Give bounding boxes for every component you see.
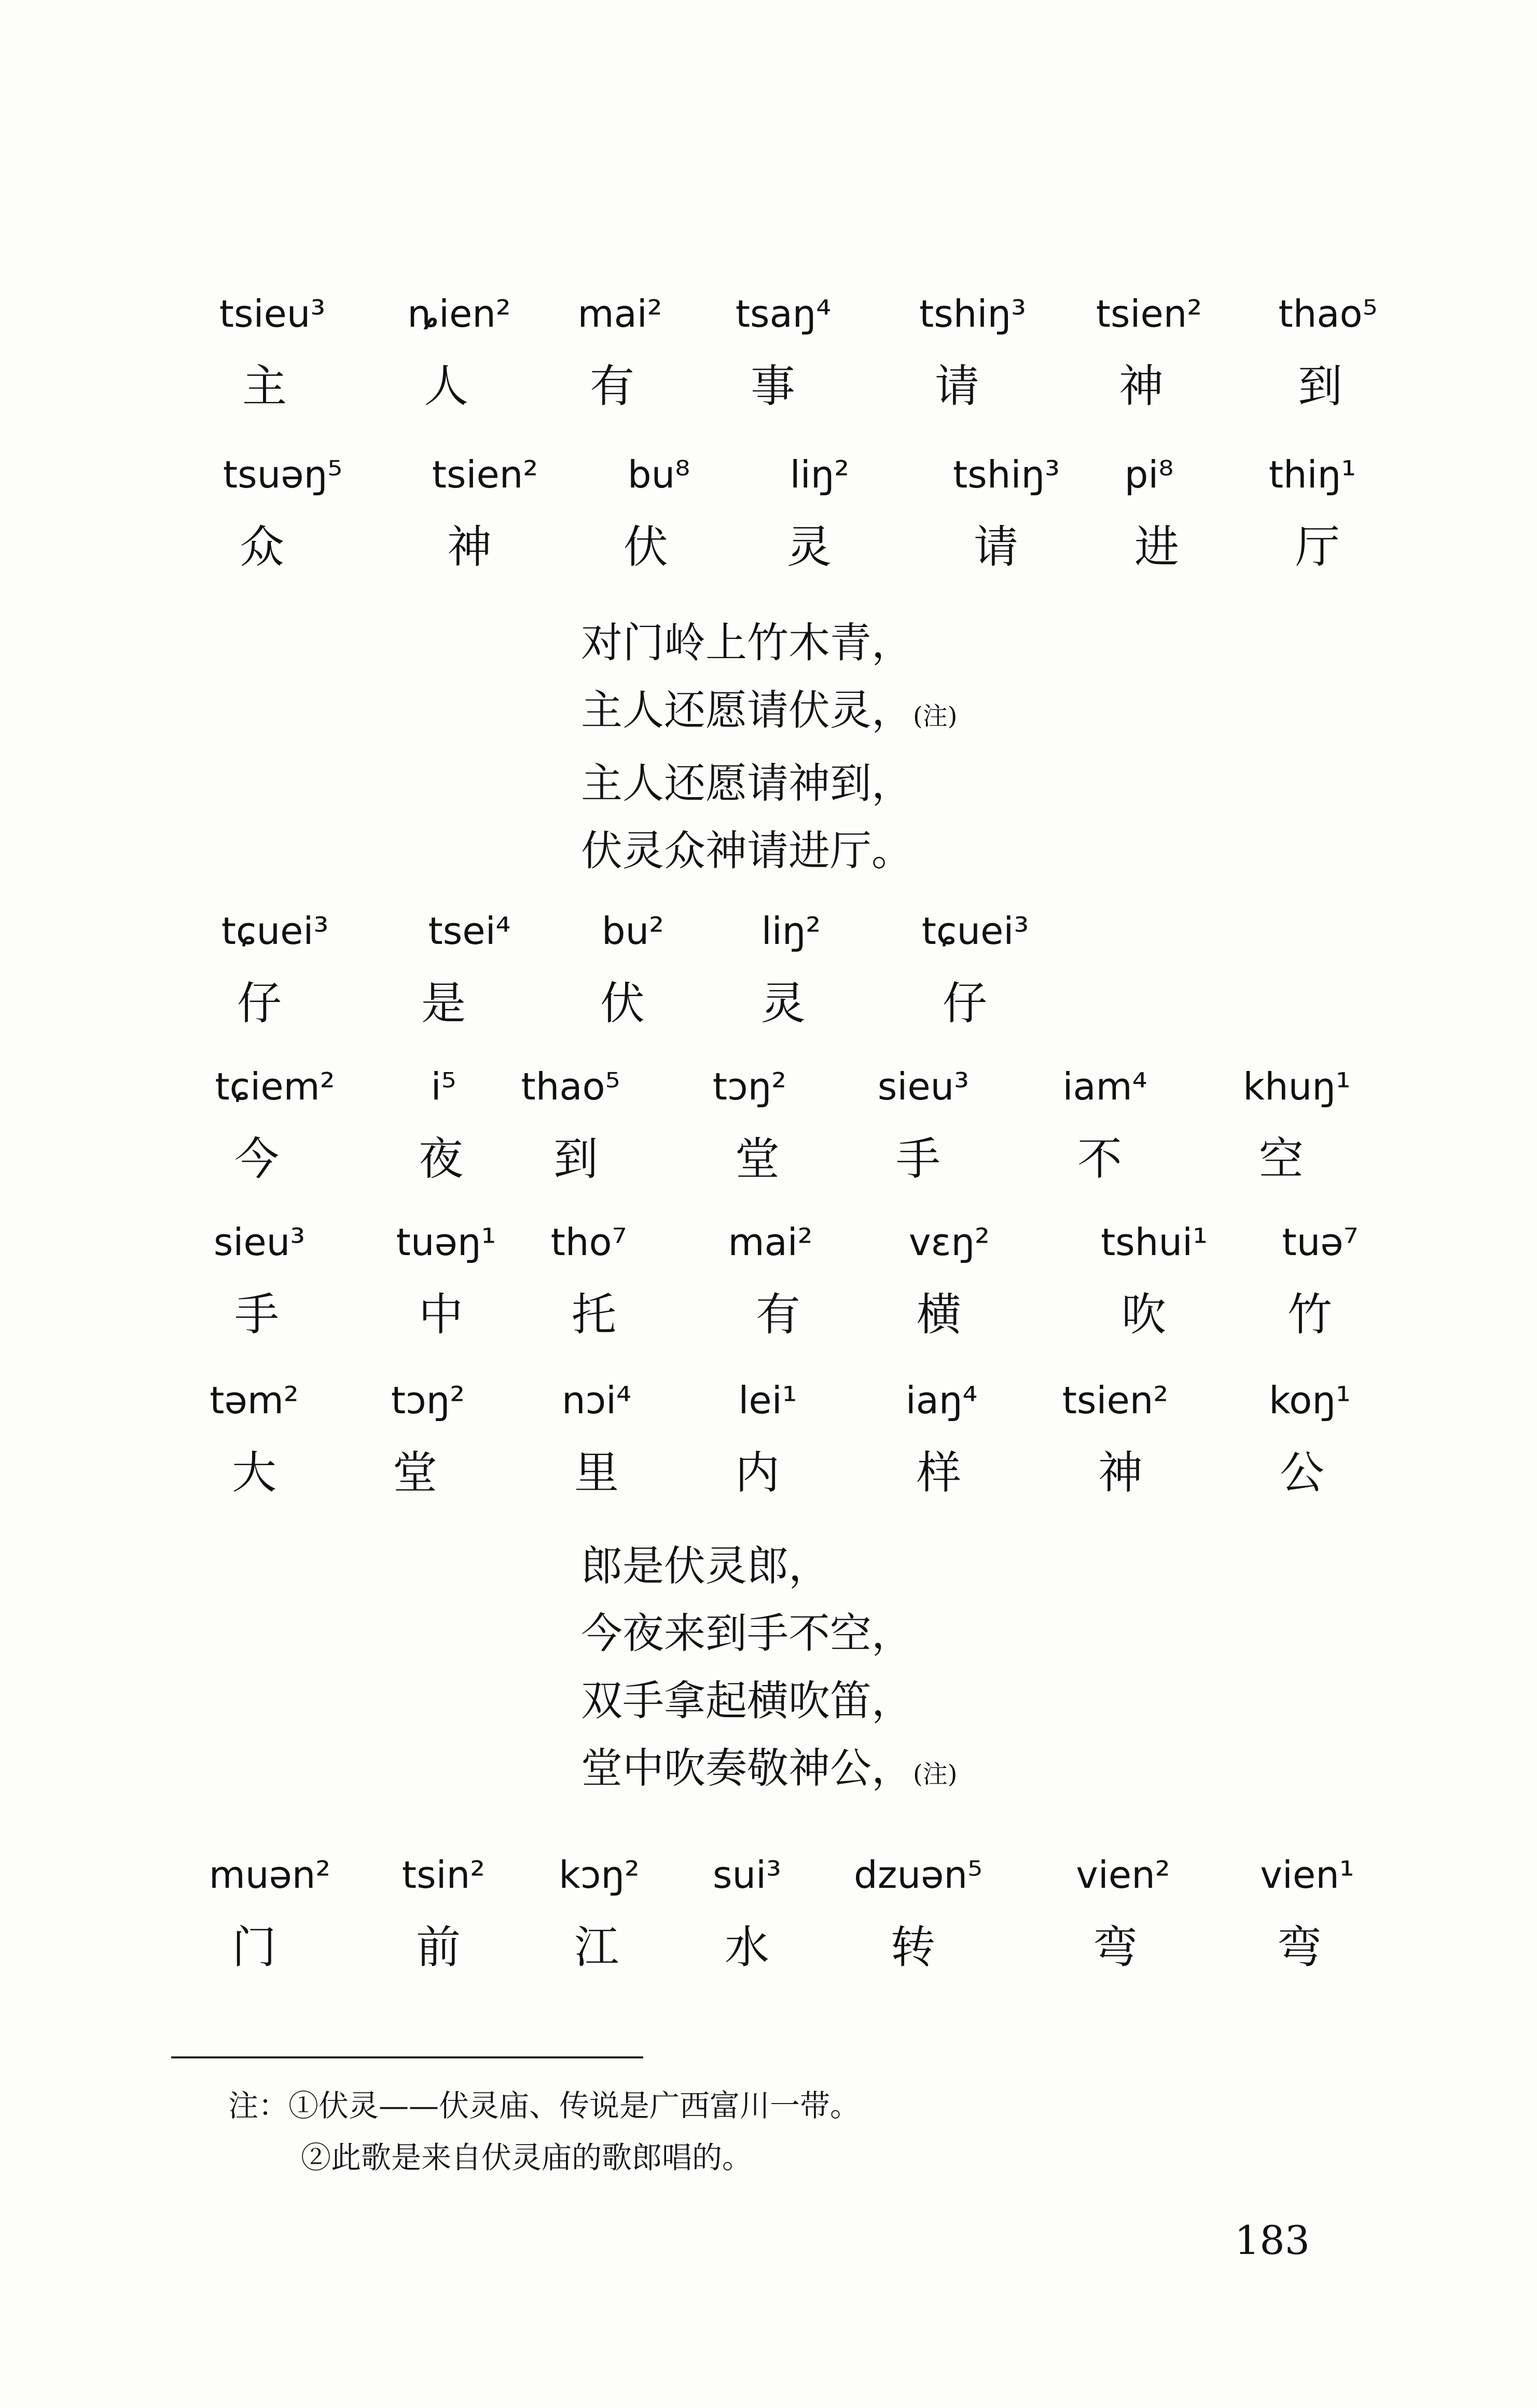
syllable: muən² <box>209 1853 331 1897</box>
character: 有 <box>756 1289 800 1341</box>
syllable: sieu³ <box>877 1065 970 1108</box>
character: 托 <box>572 1289 616 1341</box>
character: 人 <box>424 360 468 412</box>
syllable: tɕuei³ <box>221 909 329 953</box>
character: 仔 <box>237 978 282 1029</box>
character-row <box>0 975 1537 1048</box>
character-row <box>0 1444 1537 1517</box>
syllable: tho⁷ <box>550 1220 627 1264</box>
character: 江 <box>574 1922 619 1973</box>
syllable: ȵien² <box>407 292 511 336</box>
character: 手 <box>234 1289 279 1341</box>
syllable: koŋ¹ <box>1269 1379 1351 1422</box>
syllable: tshiŋ³ <box>953 453 1060 496</box>
syllable: tsei⁴ <box>428 909 511 953</box>
character-row <box>0 358 1537 430</box>
syllable: tɕiem² <box>215 1065 335 1108</box>
chinese-translation-stanza-1 <box>581 609 1255 885</box>
romanization-row <box>0 1849 1537 1922</box>
character: 水 <box>725 1922 769 1973</box>
romanization-row <box>0 1374 1537 1447</box>
character-row <box>0 1919 1537 1992</box>
translation-line: 主人还愿请伏灵，(注) <box>581 686 958 734</box>
note-mark: (注) <box>913 702 958 731</box>
romanization-row <box>0 288 1537 360</box>
chinese-translation-stanza-2 <box>581 1533 1255 1808</box>
syllable: iam⁴ <box>1062 1065 1147 1108</box>
syllable: liŋ² <box>790 453 850 496</box>
syllable: khuŋ¹ <box>1243 1065 1351 1108</box>
character: 有 <box>590 360 634 412</box>
character: 转 <box>891 1922 935 1973</box>
translation-line: 伏灵众神请进厅。 <box>581 827 913 875</box>
romanization-row <box>0 1061 1537 1133</box>
character: 到 <box>1298 360 1342 412</box>
syllable: kɔŋ² <box>559 1853 640 1897</box>
character: 是 <box>421 978 466 1029</box>
character: 进 <box>1134 521 1179 573</box>
syllable: tsien² <box>1062 1379 1169 1422</box>
character: 堂 <box>393 1447 437 1499</box>
romanization-row <box>0 905 1537 978</box>
character: 手 <box>896 1133 940 1185</box>
syllable: tɕuei³ <box>921 909 1029 953</box>
syllable: mai² <box>728 1220 813 1264</box>
character: 伏 <box>624 521 668 573</box>
syllable: tɔŋ² <box>391 1379 465 1422</box>
translation-line: 对门岭上竹木青， <box>581 619 913 667</box>
syllable: vɛŋ² <box>908 1220 990 1264</box>
syllable: nɔi⁴ <box>561 1379 632 1422</box>
syllable: tshiŋ³ <box>919 292 1026 336</box>
character: 弯 <box>1093 1922 1138 1973</box>
syllable: bu⁸ <box>627 453 690 496</box>
character: 夜 <box>419 1133 463 1185</box>
character: 竹 <box>1287 1289 1332 1341</box>
syllable: tsin² <box>401 1853 486 1897</box>
romanization-row <box>0 449 1537 521</box>
translation-line: 双手拿起横吹笛， <box>581 1677 913 1725</box>
character: 灵 <box>761 978 806 1029</box>
syllable: tshui¹ <box>1101 1220 1208 1264</box>
character: 弯 <box>1277 1922 1322 1973</box>
character: 中 <box>419 1289 463 1341</box>
page-number: 183 <box>1235 2217 1310 2263</box>
character: 神 <box>1119 360 1164 412</box>
syllable: thao⁵ <box>521 1065 620 1108</box>
character: 内 <box>735 1447 780 1499</box>
translation-line: 今夜来到手不空， <box>581 1609 913 1658</box>
character: 里 <box>574 1447 619 1499</box>
syllable: tsien² <box>432 453 538 496</box>
character: 不 <box>1077 1133 1122 1185</box>
syllable: tuə⁷ <box>1282 1220 1359 1264</box>
translation-line: 堂中吹奏敬神公，(注) <box>581 1744 958 1792</box>
character-row <box>0 1131 1537 1203</box>
character: 众 <box>240 521 284 573</box>
character: 样 <box>917 1447 961 1499</box>
footnote-label: 注： <box>228 2088 289 2123</box>
syllable: pi⁸ <box>1124 453 1174 496</box>
syllable: lei¹ <box>738 1379 797 1422</box>
translation-line: 郎是伏灵郎， <box>581 1542 830 1590</box>
character: 主 <box>242 360 287 412</box>
syllable: vien¹ <box>1260 1853 1354 1897</box>
character: 神 <box>1098 1447 1143 1499</box>
syllable: tsien² <box>1096 292 1202 336</box>
syllable: bu² <box>601 909 664 953</box>
note-mark: (注) <box>913 1760 958 1789</box>
character: 吹 <box>1121 1289 1166 1341</box>
romanization-row <box>0 1216 1537 1289</box>
syllable: tsuəŋ⁵ <box>223 453 343 496</box>
syllable: vien² <box>1076 1853 1170 1897</box>
syllable: təm² <box>210 1379 299 1422</box>
footnote-divider <box>171 2056 643 2058</box>
syllable: tsaŋ⁴ <box>735 292 832 336</box>
character: 门 <box>232 1922 276 1973</box>
character: 大 <box>232 1447 276 1499</box>
character: 堂 <box>735 1133 780 1185</box>
character: 公 <box>1280 1447 1324 1499</box>
syllable: tuəŋ¹ <box>396 1220 496 1264</box>
syllable: thiŋ¹ <box>1268 453 1356 496</box>
translation-line: 主人还愿请神到， <box>581 759 913 808</box>
syllable: sui³ <box>712 1853 782 1897</box>
syllable: liŋ² <box>761 909 821 953</box>
syllable: dzuən⁵ <box>854 1853 982 1897</box>
character: 神 <box>447 521 492 573</box>
syllable: sieu³ <box>213 1220 306 1264</box>
character: 横 <box>917 1289 961 1341</box>
character: 灵 <box>787 521 832 573</box>
syllable: thao⁵ <box>1278 292 1378 336</box>
character: 请 <box>974 521 1018 573</box>
character: 请 <box>935 360 979 412</box>
character: 仔 <box>943 978 987 1029</box>
syllable: tɔŋ² <box>712 1065 787 1108</box>
character-row <box>0 519 1537 591</box>
character: 今 <box>234 1133 279 1185</box>
footnote-1: 注：①伏灵——伏灵庙、传说是广西富川一带。 <box>228 2088 861 2123</box>
footnote-2: ②此歌是来自伏灵庙的歌郎唱的。 <box>301 2140 753 2175</box>
footnotes <box>228 2080 1110 2183</box>
character: 到 <box>553 1133 598 1185</box>
syllable: tsieu³ <box>219 292 326 336</box>
character-row <box>0 1286 1537 1359</box>
character: 伏 <box>600 978 645 1029</box>
character: 厅 <box>1295 521 1340 573</box>
character: 前 <box>416 1922 461 1973</box>
character: 事 <box>751 360 795 412</box>
syllable: iaŋ⁴ <box>905 1379 978 1422</box>
syllable: i⁵ <box>431 1065 456 1108</box>
syllable: mai² <box>577 292 662 336</box>
character: 空 <box>1259 1133 1304 1185</box>
